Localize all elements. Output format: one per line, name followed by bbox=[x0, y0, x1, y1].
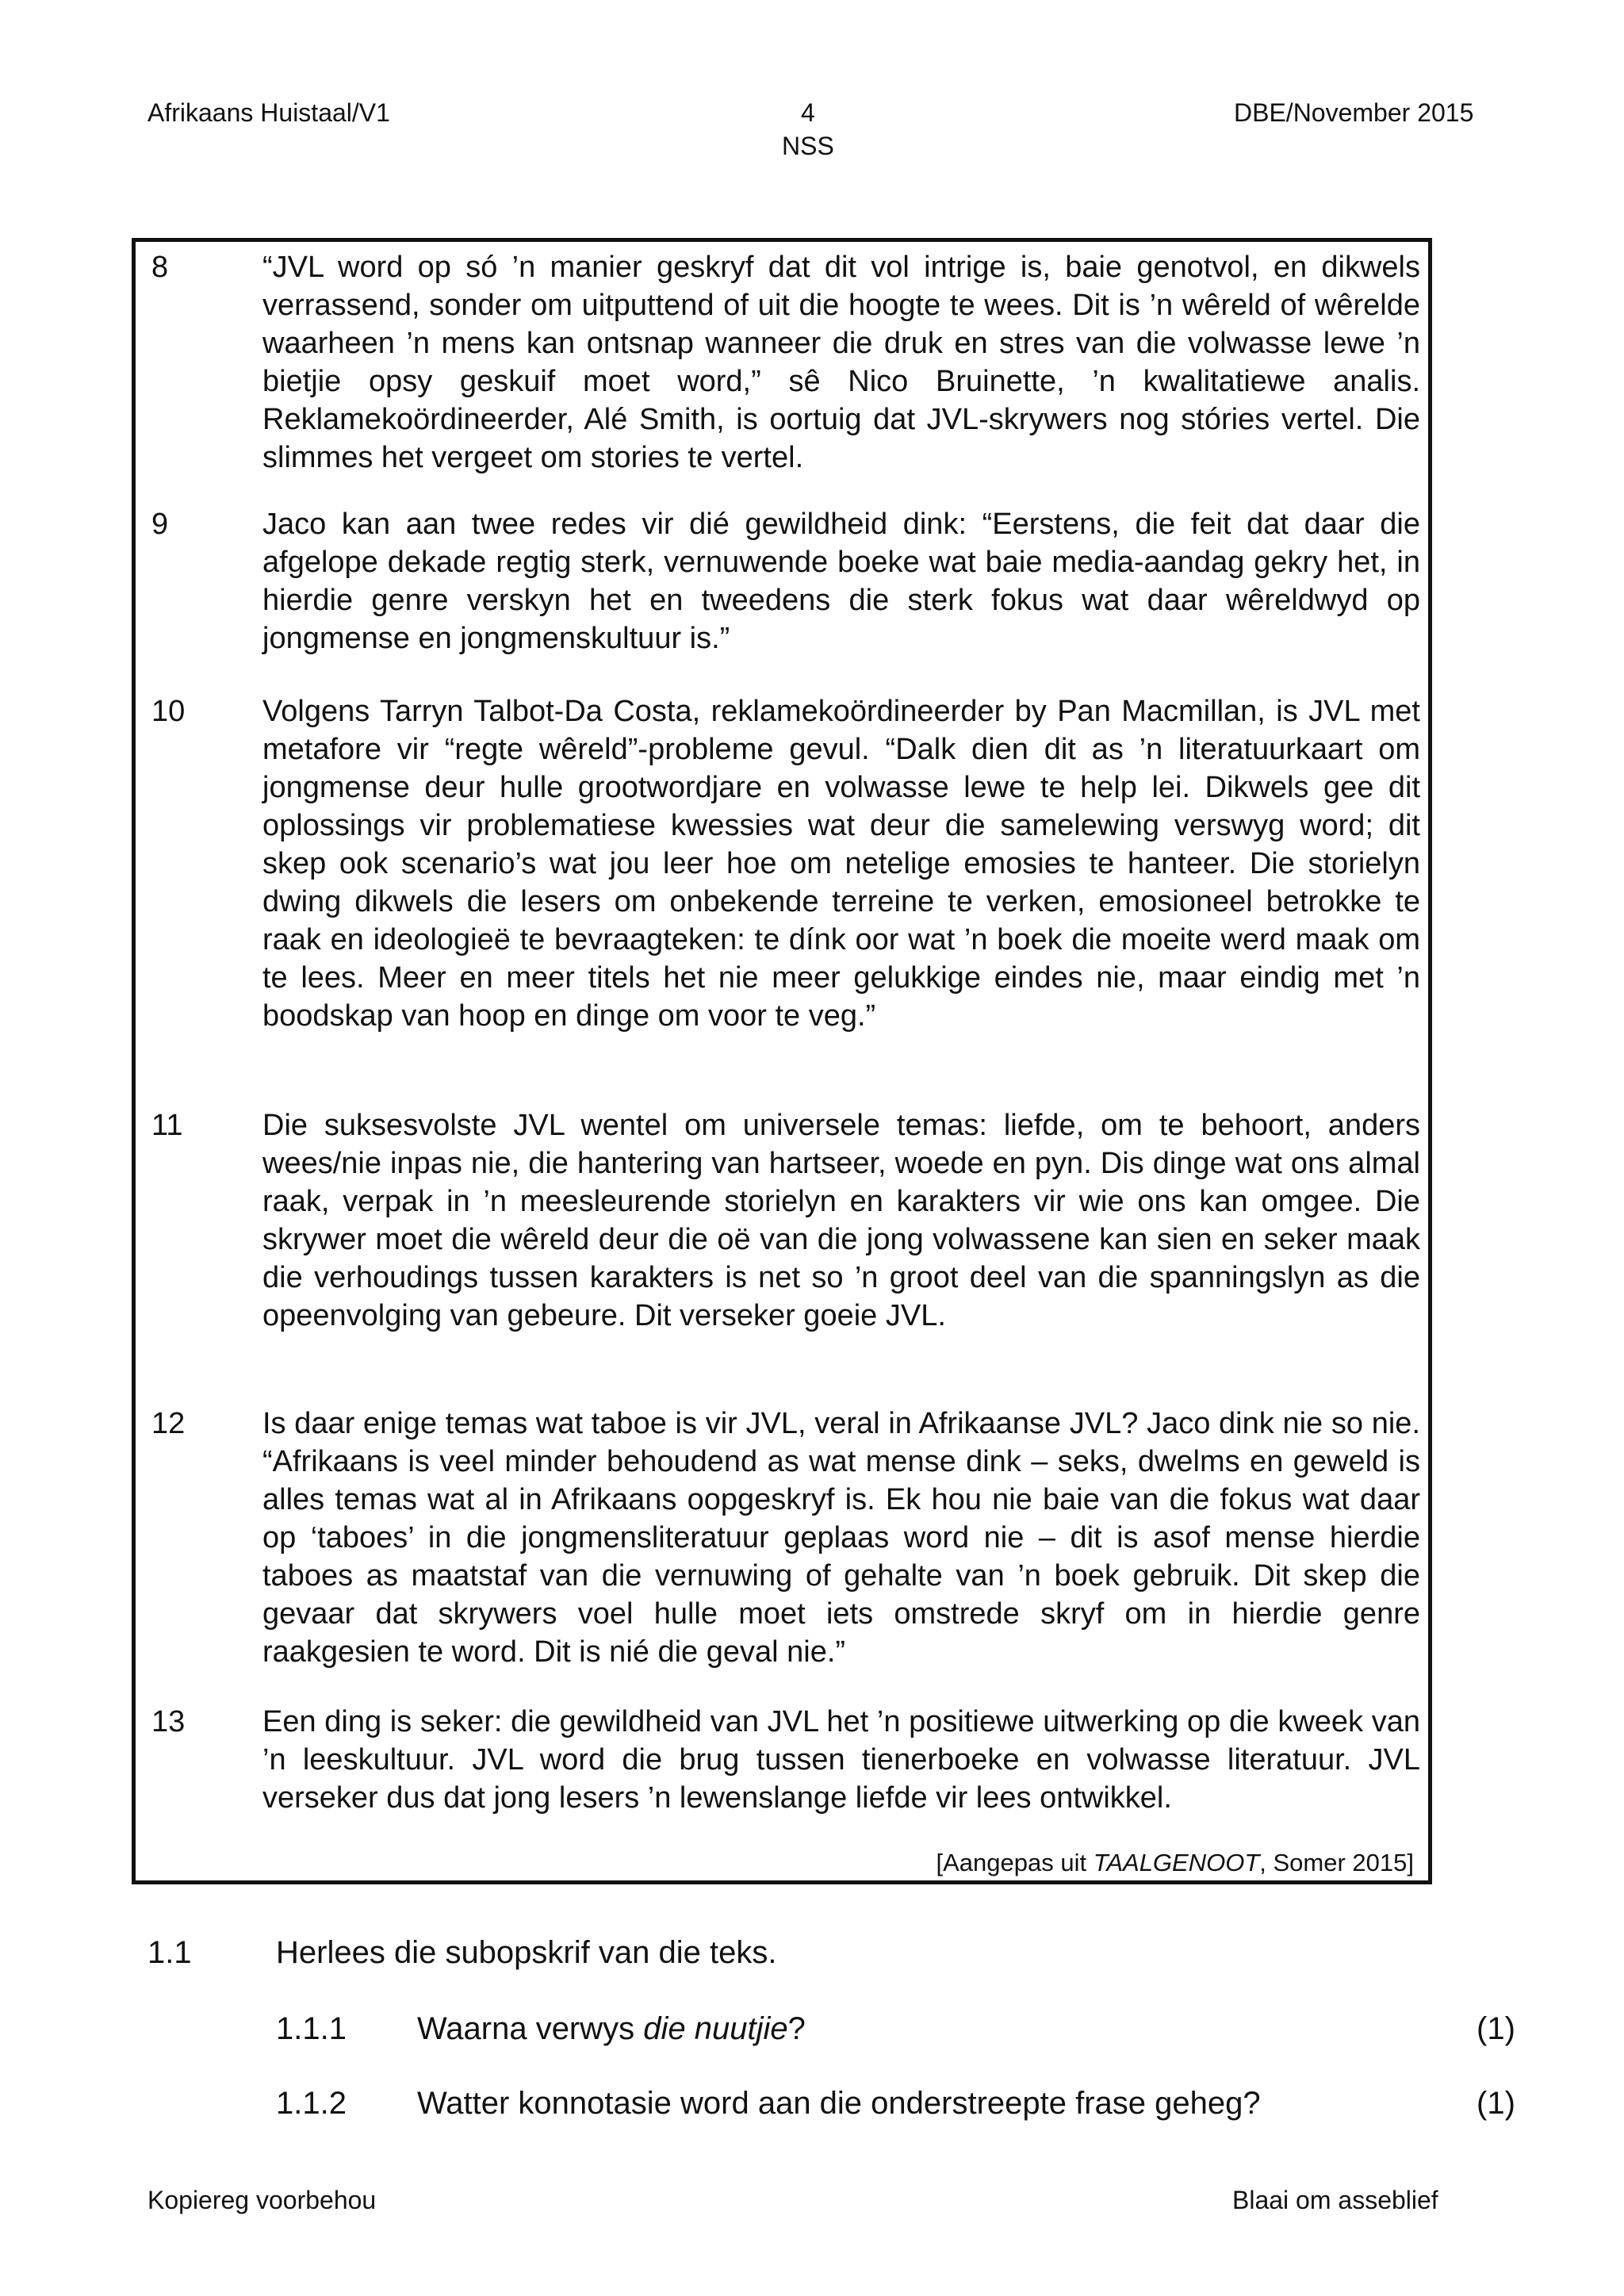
source-suffix: , Somer 2015] bbox=[1259, 1849, 1414, 1876]
paragraph-number: 10 bbox=[151, 695, 186, 728]
paragraph-number: 11 bbox=[151, 1109, 183, 1142]
question-1-1-1-number: 1.1.1 bbox=[276, 2011, 347, 2046]
question-text-italic: die nuutjie bbox=[643, 2011, 788, 2046]
question-1-1-number: 1.1 bbox=[147, 1935, 192, 1970]
footer-left: Kopiereg voorbehou bbox=[147, 2186, 377, 2214]
source-text-box bbox=[132, 238, 1432, 1884]
question-1-1-1-text bbox=[417, 2010, 806, 2048]
paragraph-text: Is daar enige temas wat taboe is vir JVL, veral in Afrikaanse JVL? Jaco dink nie so nie. “Afrikaans is veel minder behoudend as wat mense dink – seks, dwelms en geweld is alles temas wat al in Afrikaans oopgeskryf is. Ek hou nie baie van die fokus wat daar op ‘taboes’ in die jongmensliteratuur geplaas word nie – dit is asof mense hierdie taboes as maatstaf van die vernuwing of gehalte van ’n boek gebruik. Dit skep die gevaar dat skrywers voel hulle moet iets omstrede skryf om in hierdie genre raakgesien te word. Dit is nié die geval nie.” bbox=[262, 1407, 1420, 1669]
question-text-part: Waarna verwys bbox=[417, 2011, 644, 2046]
header-right: DBE/November 2015 bbox=[1234, 98, 1474, 127]
question-1-1-text: Herlees die subopskrif van die teks. bbox=[276, 1935, 777, 1970]
paragraph-text: Jaco kan aan twee redes vir dié gewildheid dink: “Eerstens, die feit dat daar die afgelope dekade regtig sterk, vernuwende boeke wat baie media-aandag gekry het, in hierdie genre verskyn het en tweedens die sterk fokus wat daar wêreldwyd op jongmense en jongmenskultuur is.” bbox=[262, 508, 1420, 655]
paragraph-text: Volgens Tarryn Talbot-Da Costa, reklamekoördineerder by Pan Macmillan, is JVL met metafore vir “regte wêreld”-probleme gevul. “Dalk dien dit as ’n literatuurkaart om jongmense deur hulle grootwordjare en volwasse lewe te help lei. Dikwels gee dit oplossings vir problematiese kwessies wat deur die samelewing verswyg word; dit skep ook scenario’s wat jou leer hoe om netelige emosies te hanteer. Die storielyn dwing dikwels die lesers om onbekende terreine te verken, emosioneel betrokke te raak en ideologieë te bevraagteken: te dínk oor wat ’n boek die moeite werd maak om te lees. Meer en meer titels het nie meer gelukkige eindes nie, maar eindig met ’n boodskap van hoop en dinge om voor te veg.” bbox=[262, 695, 1420, 1033]
question-1-1-2-text: Watter konnotasie word aan die onderstreepte frase geheg? bbox=[417, 2086, 1261, 2121]
paragraph-text: “JVL word op só ’n manier geskryf dat dit vol intrige is, baie genotvol, en dikwels verrassend, sonder om uitputtend of uit die hoogte te wees. Dit is ’n wêreld of wêrelde waarheen ’n mens kan ontsnap wanneer die druk en stres van die volwasse lewe ’n bietjie opsy geskuif moet word,” sê Nico Bruinette, ’n kwalitatiewe analis. Reklamekoördineerder, Alé Smith, is oortuig dat JVL-skrywers nog stóries vertel. Die slimmes het vergeet om stories te vertel. bbox=[262, 251, 1420, 474]
paragraph-number: 9 bbox=[151, 508, 169, 541]
paragraph-number: 12 bbox=[151, 1407, 186, 1440]
question-1-1-2-number: 1.1.2 bbox=[276, 2086, 347, 2121]
paragraph-text: Die suksesvolste JVL wentel om universele temas: liefde, om te behoort, anders wees/nie inpas nie, die hantering van hartseer, woede en pyn. Dis dinge wat ons almal raak, verpak in ’n meesleurende storielyn en karakters vir wie ons kan omgee. Die skrywer moet die wêreld deur die oë van die jong volwassene kan sien en seker maak die verhoudings tussen karakters is net so ’n groot deel van die spanningslyn as die opeenvolging van gebeure. Dit verseker goeie JVL. bbox=[262, 1109, 1420, 1332]
page-number: 4 bbox=[801, 98, 815, 127]
footer-right: Blaai om asseblief bbox=[1232, 2186, 1438, 2214]
source-citation bbox=[936, 1849, 1415, 1877]
source-prefix: [Aangepas uit bbox=[936, 1849, 1094, 1876]
question-1-1-2-marks: (1) bbox=[1477, 2086, 1515, 2121]
source-title: TAALGENOOT bbox=[1093, 1849, 1260, 1876]
question-text-part: ? bbox=[787, 2011, 806, 2046]
paragraph-text: Een ding is seker: die gewildheid van JVL het ’n positiewe uitwerking op die kweek van ’n leeskultuur. JVL word die brug tussen tienerboeke en volwasse literatuur. JVL verseker dus dat jong lesers ’n lewenslange liefde vir lees ontwikkel. bbox=[262, 1705, 1420, 1815]
header-sub: NSS bbox=[782, 132, 834, 160]
paragraph-number: 13 bbox=[151, 1705, 186, 1738]
header-left: Afrikaans Huistaal/V1 bbox=[147, 98, 390, 127]
question-1-1-1-marks: (1) bbox=[1477, 2011, 1515, 2046]
paragraph-number: 8 bbox=[151, 251, 169, 284]
